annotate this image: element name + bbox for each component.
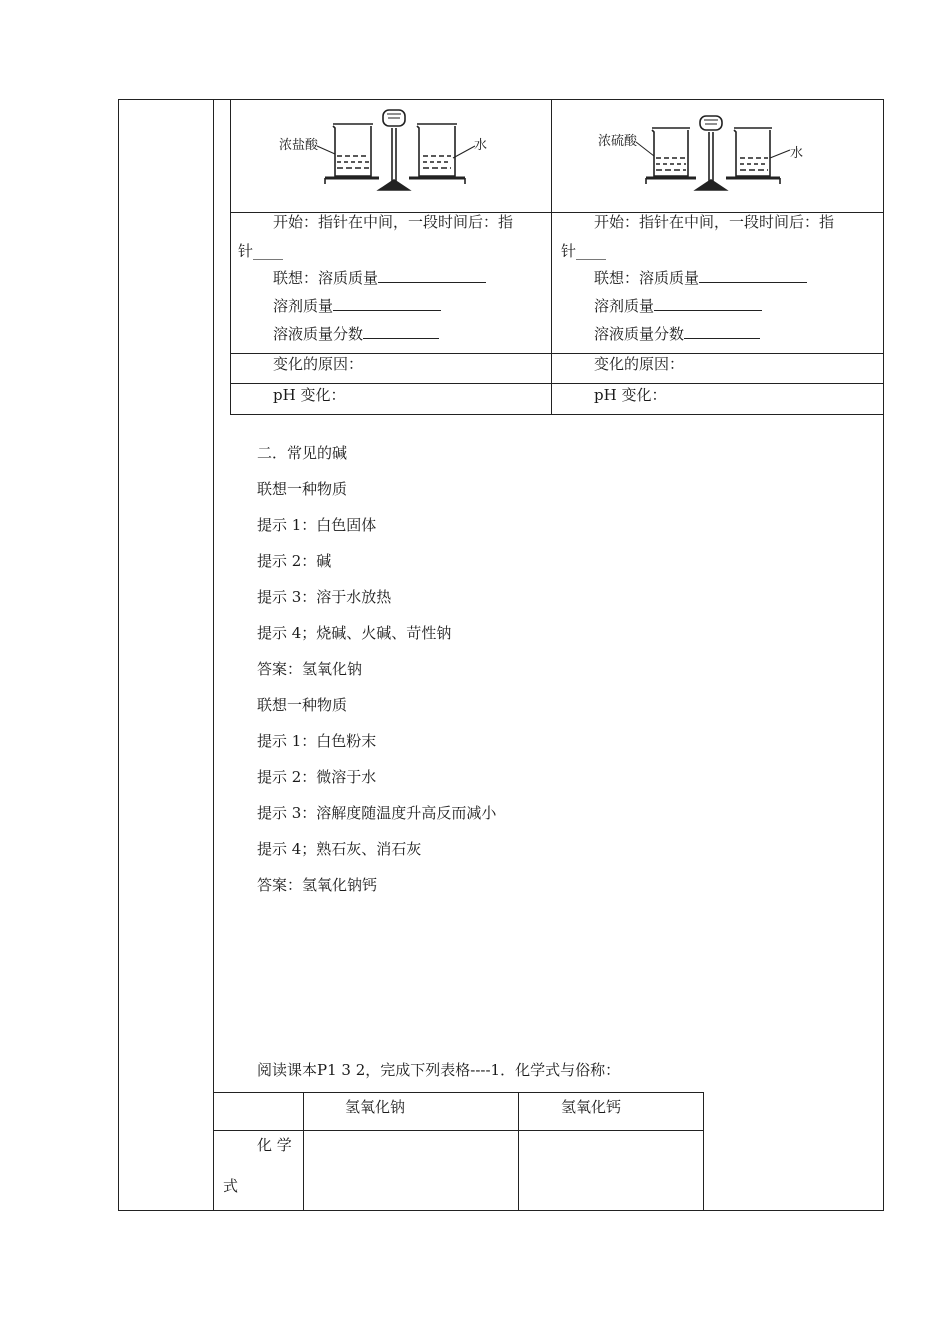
section-line: 联想一种物质 [257, 696, 348, 714]
formula-cell-naoh[interactable] [304, 1131, 518, 1210]
section-line: 答案：氢氧化钠钙 [257, 876, 378, 894]
solvent-blank-left[interactable] [333, 296, 441, 311]
section-line: 提示 4；烧碱、火碱、苛性钠 [257, 624, 452, 642]
outer-border-bottom [118, 1210, 884, 1211]
exp-table-left-border [230, 99, 231, 415]
balance-diagram-hcl [275, 106, 505, 204]
formula-table-header-naoh: 氢氧化钠 [345, 1098, 406, 1116]
assoc-row-right [594, 268, 807, 288]
section-line: 提示 3：溶于水放热 [257, 588, 392, 606]
outer-border-right [883, 99, 884, 1211]
assoc-label-left: 联想：溶质质量 [273, 269, 379, 287]
section-line: 答案：氢氧化钠 [257, 660, 363, 678]
solvent-label-left: 溶剂质量 [273, 297, 334, 315]
observe-line2-right: 针____ [561, 242, 607, 260]
diagram-water-label-right: 水 [790, 146, 804, 161]
reason-label-right: 变化的原因： [594, 355, 685, 373]
exp-table-mid-border [551, 99, 552, 415]
solvent-blank-right[interactable] [654, 296, 762, 311]
solvent-label-right: 溶剂质量 [594, 297, 655, 315]
formula-table-header-caoh2: 氢氧化钙 [561, 1098, 622, 1116]
section-line: 提示 2：微溶于水 [257, 768, 377, 786]
reading-instruction: 阅读课本P1 3 2，完成下列表格----1．化学式与俗称： [257, 1061, 621, 1079]
fraction-blank-right[interactable] [684, 324, 760, 339]
formula-row-label-part2: 式 [223, 1177, 239, 1195]
assoc-blank-left[interactable] [378, 268, 486, 283]
section-line: 提示 4；熟石灰、消石灰 [257, 840, 422, 858]
observe-line1-right: 开始：指针在中间，一段时间后：指 [594, 213, 835, 231]
assoc-row-left [273, 268, 486, 288]
fraction-blank-left[interactable] [363, 324, 439, 339]
ph-label-left: pH 变化： [273, 386, 346, 404]
ph-label-right: pH 变化： [594, 386, 667, 404]
observe-line1-left: 开始：指针在中间，一段时间后：指 [273, 213, 514, 231]
solvent-row-left [273, 296, 441, 316]
section-line: 提示 1：白色固体 [257, 516, 377, 534]
outer-border-left [118, 99, 119, 1211]
section-heading: 二．常见的碱 [257, 444, 348, 462]
balance-hcl-icon [275, 106, 505, 204]
reason-label-left: 变化的原因： [273, 355, 364, 373]
exp-table-row3-divider [230, 383, 884, 384]
diagram-acid-label-left: 浓盐酸 [279, 138, 319, 153]
fraction-label-right: 溶液质量分数 [594, 325, 685, 343]
section-line: 联想一种物质 [257, 480, 348, 498]
solvent-row-right [594, 296, 762, 316]
assoc-label-right: 联想：溶质质量 [594, 269, 700, 287]
fraction-row-right [594, 324, 760, 344]
diagram-water-label-left: 水 [474, 138, 488, 153]
exp-table-bottom-border [230, 414, 884, 415]
diagram-acid-label-right: 浓硫酸 [598, 134, 638, 149]
fraction-row-left [273, 324, 439, 344]
assoc-blank-right[interactable] [699, 268, 807, 283]
formula-table-right-border [703, 1092, 704, 1210]
section-line: 提示 3：溶解度随温度升高反而减小 [257, 804, 497, 822]
formula-row-label-part1: 化 学 [257, 1136, 292, 1154]
column-divider [213, 99, 214, 1211]
section-line: 提示 2：碱 [257, 552, 332, 570]
outer-border-top [118, 99, 884, 100]
fraction-label-left: 溶液质量分数 [273, 325, 364, 343]
formula-cell-caoh2[interactable] [519, 1131, 703, 1210]
balance-diagram-h2so4 [596, 112, 826, 206]
observe-line2-left: 针____ [238, 242, 284, 260]
formula-table-top [213, 1092, 704, 1093]
section-line: 提示 1：白色粉末 [257, 732, 377, 750]
